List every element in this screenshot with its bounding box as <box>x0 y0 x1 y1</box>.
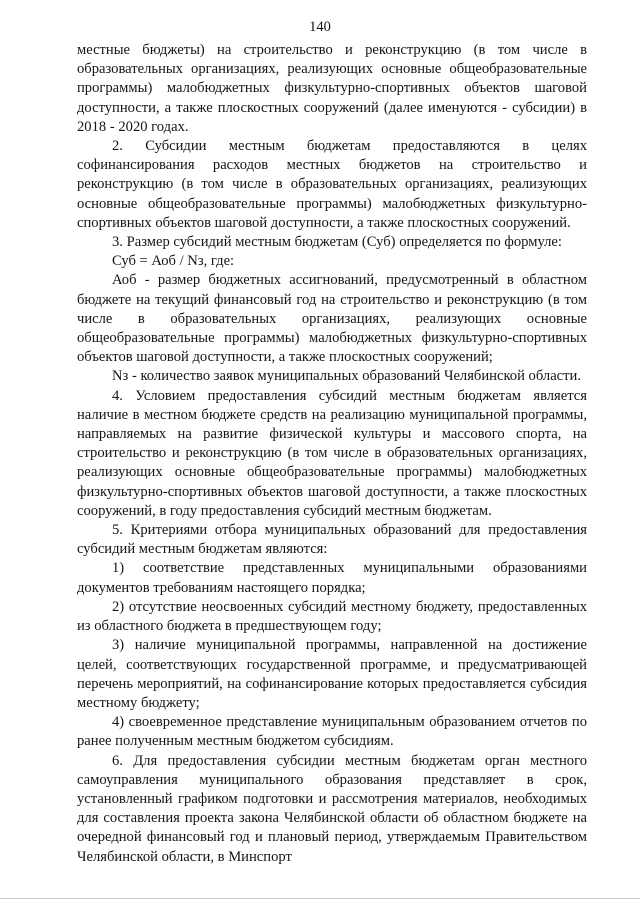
paragraph-3: 3. Размер субсидий местным бюджетам (Суб) определяется по формуле: <box>112 234 562 251</box>
paragraph-6: 6. Для предоставления субсидии местным бюджетам орган местного самоуправления муниципального образования представляет в срок, установленный графиком подготовки и рассмотрения материалов, необходимых для составления проекта закона Челябинской области об областном бюджете на очередной финансовый год и плановый период, утверждаемым Правительством Челябинской области, в Минспорт <box>77 752 587 865</box>
formula-definition-aob: Аоб - размер бюджетных ассигнований, предусмотренный в областном бюджете на текущий финансовый год на строительство и реконструкцию (в том числе в образовательных организациях, реализующих основные общеобразовательные программы) малобюджетных физкультурно-спортивных объектов шаговой доступности, а также плоскостных сооружений; <box>77 272 587 366</box>
page-number: 140 <box>309 19 331 35</box>
formula: Суб = Аоб / Nз, где: <box>112 253 235 270</box>
criterion-2: 2) отсутствие неосвоенных субсидий местному бюджету, предоставленных из областного бюджета в предшествующем году; <box>77 598 587 635</box>
paragraph-4: 4. Условием предоставления субсидий местным бюджетам является наличие в местном бюджете средств на реализацию муниципальной программы, направляемых на развитие физической культуры и массового спорта, на строительство и реконструкцию (в том числе в образовательных организациях, реализующих основные общеобразовательные программы) малобюджетных физкультурно-спортивных объектов шаговой доступности, а также плоскостных сооружений, в году предоставления субсидий местным бюджетам. <box>77 387 587 519</box>
paragraph-5: 5. Критериями отбора муниципальных образований для предоставления субсидий местным бюджетам являются: <box>77 522 587 558</box>
document-body <box>77 41 587 867</box>
formula-definition-nz: Nз - количество заявок муниципальных образований Челябинской области. <box>112 368 581 385</box>
paragraph-continuation: местные бюджеты) на строительство и реконструкцию (в том числе в образовательных организациях, реализующих основные общеобразовательные программы) малобюджетных физкультурно-спортивных объектов шаговой доступности, а также плоскостных сооружений (далее именуются - субсидии) в 2018 - 2020 годах. <box>77 42 587 135</box>
paragraph-2: 2. Субсидии местным бюджетам предоставляются в целях софинансирования расходов местных бюджетов на строительство и реконструкцию (в том числе в образовательных организациях, реализующих основные общеобразовательные программы) малобюджетных физкультурно-спортивных объектов шаговой доступности, а также плоскостных сооружений. <box>77 138 587 231</box>
criterion-1: 1) соответствие представленных муниципальными образованиями документов требованиям настоящего порядка; <box>77 560 587 596</box>
scan-edge-line <box>0 898 640 899</box>
criterion-3: 3) наличие муниципальной программы, направленной на достижение целей, соответствующих государственной программе, и предусматривающей перечень мероприятий, на софинансирование которых предоставляется субсидия местному бюджету; <box>77 637 587 711</box>
criterion-4: 4) своевременное представление муниципальным образованием отчетов по ранее полученным местным бюджетом субсидиям. <box>77 714 587 750</box>
